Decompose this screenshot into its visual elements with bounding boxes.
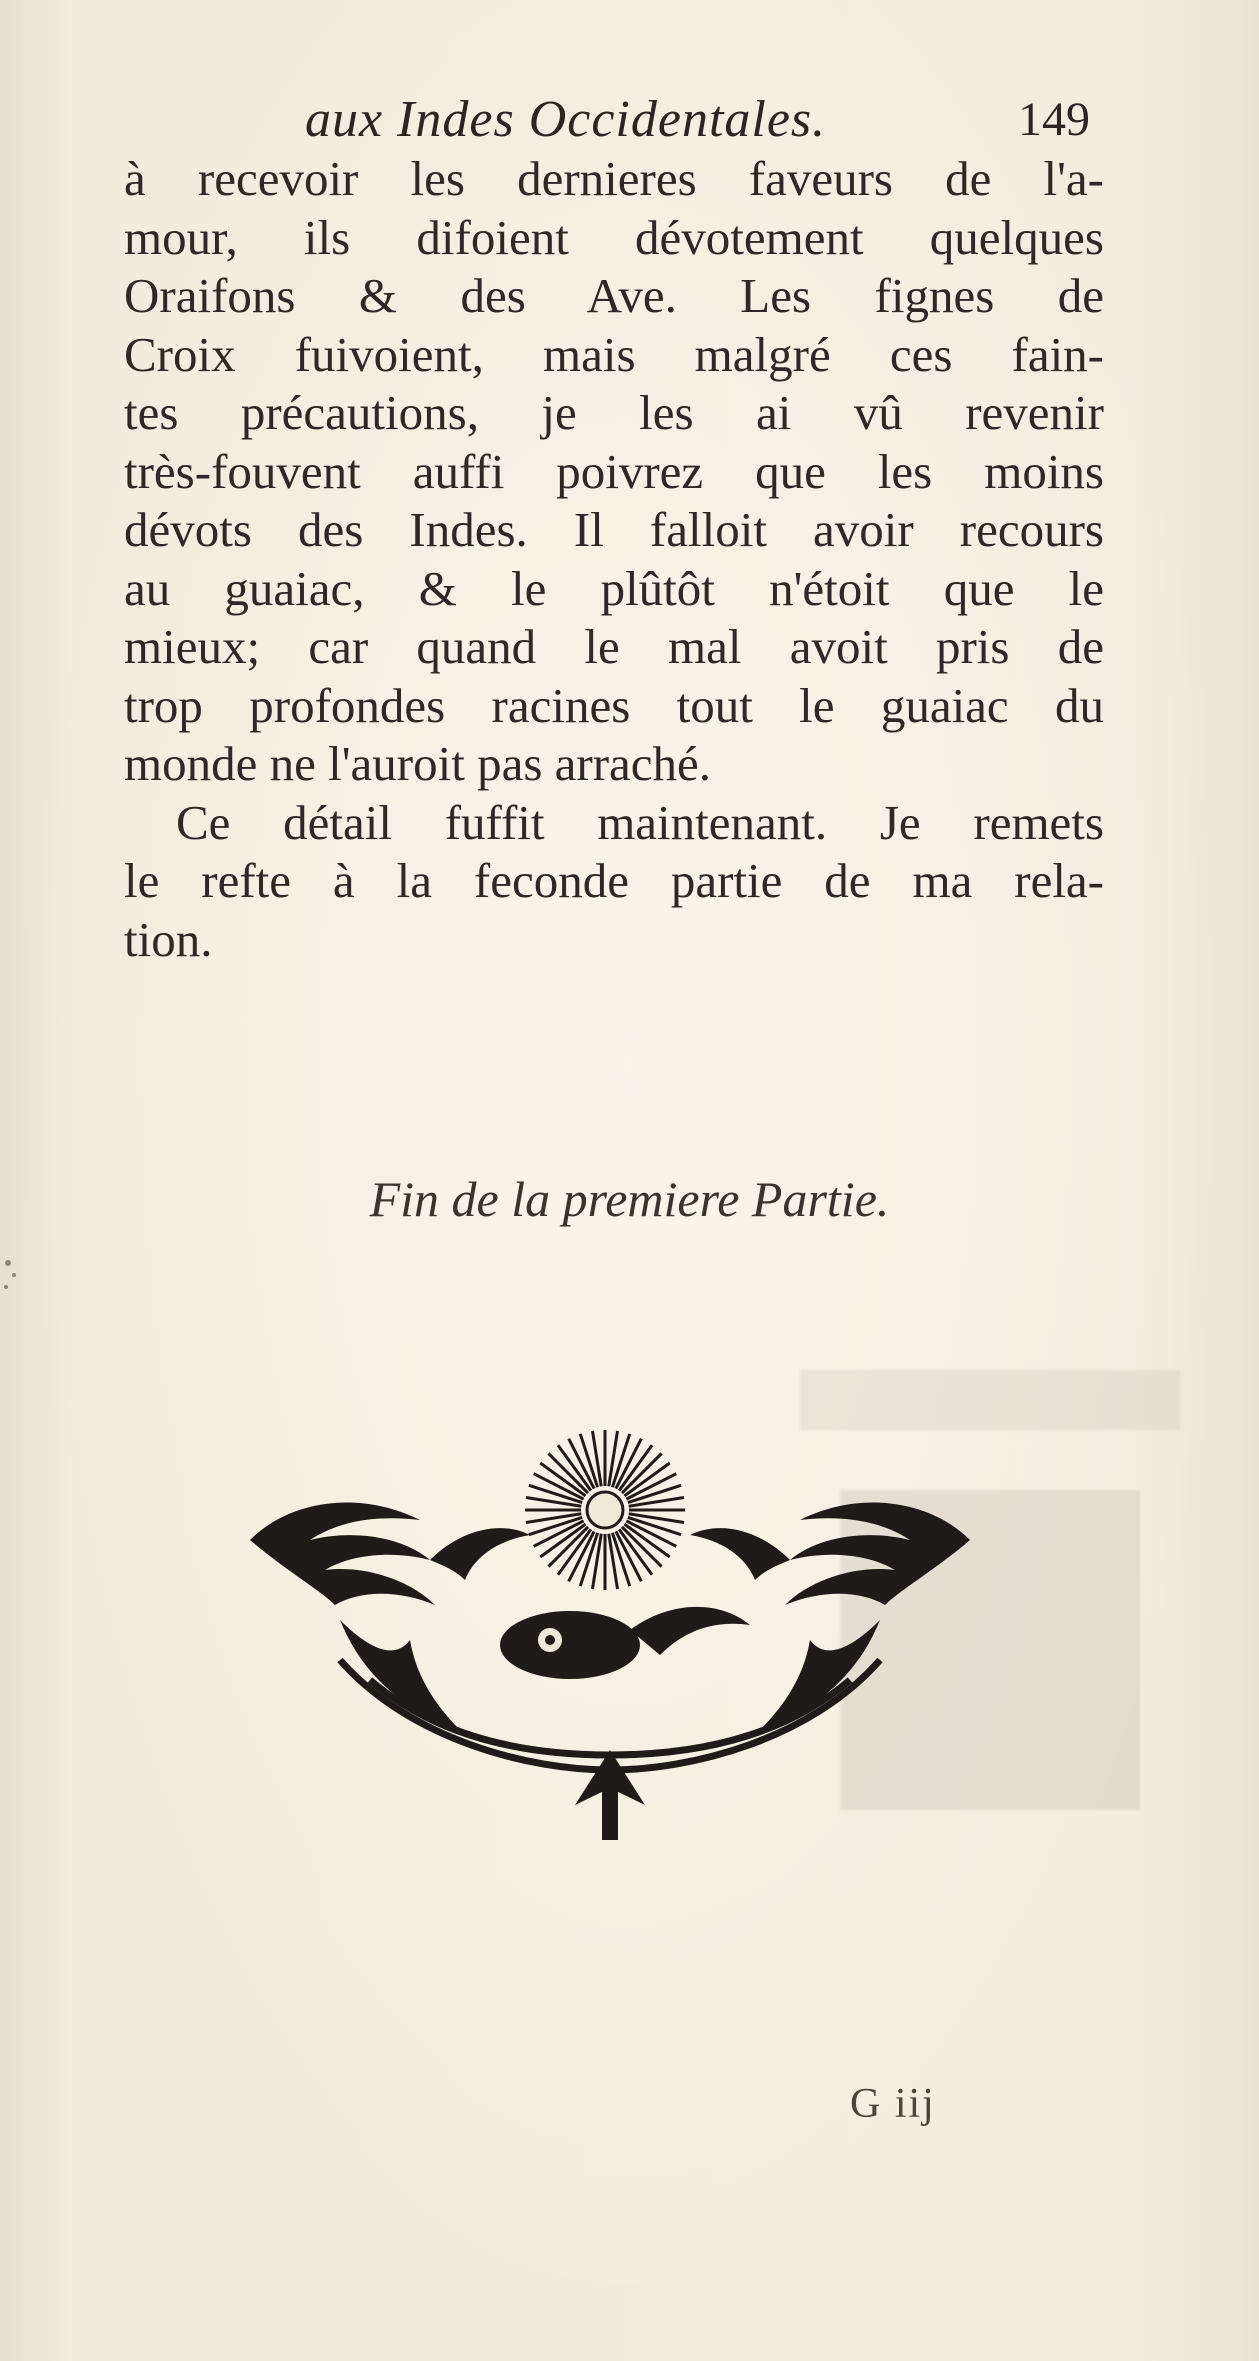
text-line: au guaiac, & le plûtôt n'étoit que le	[124, 560, 1104, 616]
dolphin-icon	[500, 1607, 750, 1679]
text-line: très-fouvent auffi poivrez que les moins	[124, 443, 1104, 499]
text-line: mour, ils difoient dévotement quelques	[124, 209, 1104, 265]
text-line: tion.	[124, 911, 213, 967]
text-line: tes précautions, je les ai vû revenir	[124, 385, 1104, 440]
end-of-part-line: Fin de la premiere Partie.	[369, 1171, 890, 1227]
body-text	[124, 150, 1104, 969]
text-line: dévots des Indes. Il falloit avoir recours	[124, 502, 1104, 557]
text-line: monde ne l'auroit pas arraché.	[124, 736, 712, 791]
fleuron-ornament	[230, 1410, 990, 1850]
text-line: le refte à la feconde partie de ma rela-	[124, 853, 1104, 908]
margin-speck	[0, 1255, 30, 1315]
text-line: trop profondes racines tout le guaiac du	[124, 677, 1104, 733]
text-line: Ce détail fuffit maintenant. Je remets	[176, 794, 1104, 850]
text-line: à recevoir les dernieres faveurs de l'a-	[124, 151, 1104, 206]
text-line: Croix fuivoient, mais malgré ces fain-	[124, 326, 1104, 382]
page-number: 149	[1018, 93, 1090, 146]
running-head	[120, 90, 1120, 150]
text-line: mieux; car quand le mal avoit pris de	[124, 619, 1104, 674]
text-line: Oraifons & des Ave. Les fignes de	[124, 268, 1104, 323]
bow-icon	[575, 1750, 645, 1840]
running-title: aux Indes Occidentales.	[305, 91, 827, 148]
signature-mark: G iij	[850, 2081, 936, 2127]
sunburst-icon	[525, 1430, 685, 1590]
